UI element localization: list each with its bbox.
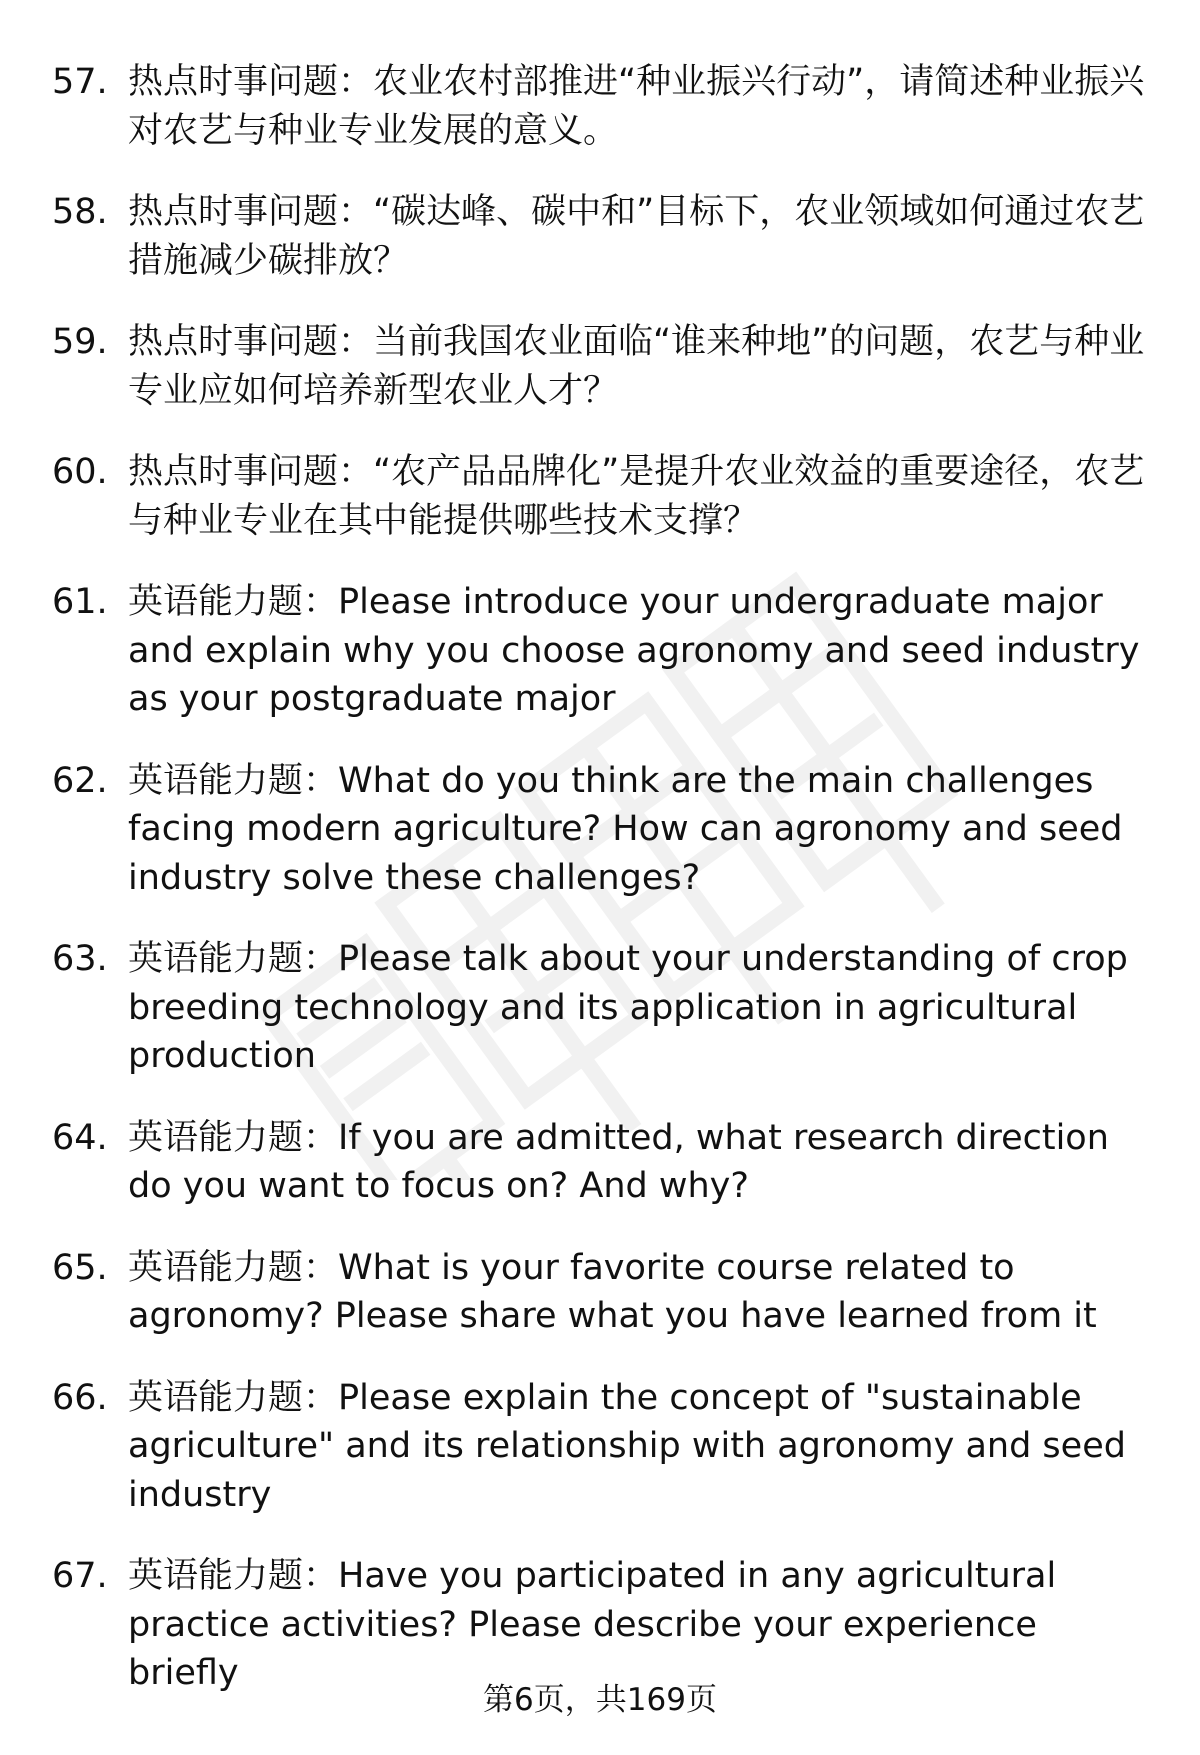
question-number: 67. bbox=[52, 1556, 108, 1596]
question-category: 热点时事问题： bbox=[128, 452, 374, 492]
question-category: 英语能力题： bbox=[128, 760, 339, 801]
question-category: 热点时事问题： bbox=[128, 192, 374, 232]
question-item bbox=[0, 757, 1200, 903]
question-number: 58. bbox=[52, 192, 108, 232]
question-number: 60. bbox=[52, 452, 108, 492]
question-number: 64. bbox=[52, 1117, 108, 1158]
question-list bbox=[0, 58, 1200, 1698]
question-text: “碳达峰、碳中和”目标下，农业领域如何通过农艺措施减少碳排放？ bbox=[128, 192, 1145, 281]
question-text: 当前我国农业面临“谁来种地”的问题，农艺与种业专业应如何培养新型农业人才？ bbox=[128, 322, 1145, 411]
question-item bbox=[0, 448, 1200, 545]
question-text: What is your favorite course related to agronomy? Please share what you have learned from it bbox=[128, 1247, 1097, 1336]
question-item bbox=[0, 1244, 1200, 1341]
question-text: Please introduce your undergraduate major and explain why you choose agronomy and seed industry as your postgraduate major bbox=[128, 582, 1140, 719]
question-item bbox=[0, 1374, 1200, 1520]
question-text: “农产品品牌化”是提升农业效益的重要途径，农艺与种业专业在其中能提供哪些技术支撑？ bbox=[128, 452, 1145, 541]
question-category: 英语能力题： bbox=[128, 1556, 339, 1596]
question-text: 农业农村部推进“种业振兴行动”，请简述种业振兴对农艺与种业专业发展的意义。 bbox=[128, 62, 1145, 151]
question-category: 英语能力题： bbox=[128, 582, 339, 622]
question-item bbox=[0, 1552, 1200, 1698]
page-number-footer: 第6页，共169页 bbox=[483, 1682, 717, 1718]
question-text: What do you think are the main challenges facing modern agriculture? How can agronomy and seed industry solve these challenges? bbox=[128, 760, 1123, 898]
question-text: If you are admitted, what research direction do you want to focus on? And why? bbox=[128, 1117, 1109, 1206]
question-category: 热点时事问题： bbox=[128, 322, 374, 362]
question-text: Have you participated in any agricultural practice activities? Please describe your experience briefly bbox=[128, 1556, 1057, 1693]
question-item bbox=[0, 1114, 1200, 1211]
question-item bbox=[0, 318, 1200, 415]
question-item bbox=[0, 58, 1200, 155]
question-text: Please explain the concept of "sustainable agriculture" and its relationship with agronomy and seed industry bbox=[128, 1377, 1126, 1515]
question-number: 66. bbox=[52, 1377, 108, 1418]
question-category: 英语能力题： bbox=[128, 1377, 339, 1418]
question-category: 英语能力题： bbox=[128, 939, 339, 979]
question-category: 英语能力题： bbox=[128, 1117, 339, 1158]
question-number: 63. bbox=[52, 939, 108, 979]
question-number: 57. bbox=[52, 62, 108, 102]
question-number: 62. bbox=[52, 760, 108, 801]
question-text: Please talk about your understanding of crop breeding technology and its application in agricultural production bbox=[128, 939, 1128, 1076]
question-item bbox=[0, 935, 1200, 1081]
question-item bbox=[0, 188, 1200, 285]
question-category: 英语能力题： bbox=[128, 1247, 339, 1288]
question-number: 59. bbox=[52, 322, 108, 362]
question-number: 61. bbox=[52, 582, 108, 622]
question-category: 热点时事问题： bbox=[128, 62, 374, 102]
question-item bbox=[0, 578, 1200, 724]
question-number: 65. bbox=[52, 1247, 108, 1288]
